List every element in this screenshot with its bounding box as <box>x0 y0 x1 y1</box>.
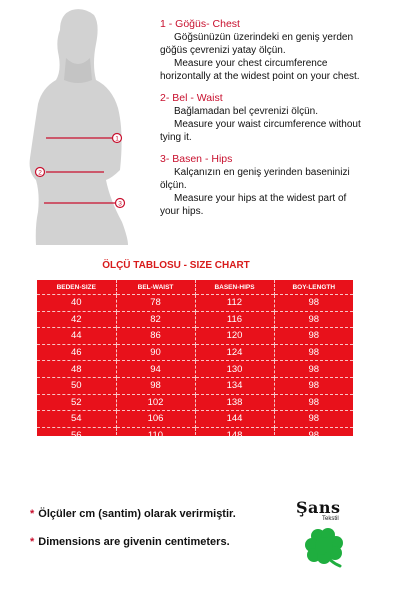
clover-icon <box>302 526 348 568</box>
cell-length: 98 <box>274 427 353 443</box>
note-units-en <box>30 536 236 548</box>
section-chest-line: Measure your chest circumference <box>174 58 328 69</box>
cell-size: 48 <box>37 361 116 378</box>
cell-size: 56 <box>37 427 116 443</box>
cell-length: 98 <box>274 377 353 394</box>
cell-hips: 134 <box>195 377 274 394</box>
cell-size: 44 <box>37 328 116 345</box>
note-bullet: * <box>30 536 35 548</box>
cell-length: 98 <box>274 328 353 345</box>
note-text: Ölçüler cm (santim) olarak verirmiştir. <box>38 508 236 520</box>
marker-waist-label: 2 <box>38 169 42 177</box>
table-row <box>37 361 353 378</box>
cell-waist: 78 <box>116 295 195 312</box>
cell-hips: 124 <box>195 344 274 361</box>
cell-waist: 98 <box>116 377 195 394</box>
cell-size: 54 <box>37 411 116 428</box>
section-chest <box>160 18 396 83</box>
table-row <box>37 411 353 428</box>
measurement-instructions <box>160 18 396 227</box>
cell-waist: 102 <box>116 394 195 411</box>
marker-hips <box>116 199 125 208</box>
table-row <box>37 295 353 312</box>
cell-hips: 116 <box>195 311 274 328</box>
table-row <box>37 427 353 443</box>
cell-waist: 90 <box>116 344 195 361</box>
cell-hips: 120 <box>195 328 274 345</box>
cell-length: 98 <box>274 361 353 378</box>
logo-subtitle: Tekstil <box>322 516 339 522</box>
section-chest-title: 1 - Göğüs- Chest <box>160 18 240 30</box>
cell-length: 98 <box>274 411 353 428</box>
section-waist-line: Measure your waist circumference without <box>174 119 361 130</box>
header-length: BOY-LENGTH <box>274 280 353 295</box>
section-hips-title: 3- Basen - Hips <box>160 153 233 165</box>
silhouette-shape <box>30 9 128 245</box>
size-chart-table <box>37 280 353 442</box>
header-size: BEDEN-SIZE <box>56 283 96 291</box>
table-row <box>37 394 353 411</box>
cell-hips: 112 <box>195 295 274 312</box>
cell-waist: 82 <box>116 311 195 328</box>
cell-size: 42 <box>37 311 116 328</box>
section-hips-line: your hips. <box>160 206 204 217</box>
cell-hips: 138 <box>195 394 274 411</box>
body-silhouette-figure <box>0 0 160 245</box>
cell-size: 46 <box>37 344 116 361</box>
cell-waist: 94 <box>116 361 195 378</box>
note-bullet: * <box>30 508 35 520</box>
marker-hips-label: 3 <box>118 200 122 208</box>
cell-length: 98 <box>274 394 353 411</box>
footnotes <box>30 508 236 564</box>
table-row <box>37 344 353 361</box>
size-table <box>37 280 353 443</box>
section-chest-line: horizontally at the widest point on your chest. <box>160 71 360 82</box>
marker-chest <box>113 134 122 143</box>
section-waist-line: tying it. <box>160 132 192 143</box>
cell-size: 52 <box>37 394 116 411</box>
table-row <box>37 328 353 345</box>
section-waist-line: Bağlamadan bel çevrenizi ölçün. <box>174 106 318 117</box>
cell-size: 40 <box>37 295 116 312</box>
note-text: Dimensions are givenin centimeters. <box>38 536 230 548</box>
section-hips-line: Measure your hips at the widest part of <box>174 193 347 204</box>
cell-hips: 144 <box>195 411 274 428</box>
header-waist: BEL-WAIST <box>116 280 195 295</box>
section-hips <box>160 153 396 218</box>
cell-length: 98 <box>274 295 353 312</box>
cell-waist: 106 <box>116 411 195 428</box>
table-row <box>37 377 353 394</box>
brand-logo <box>296 498 360 570</box>
section-chest-line: Göğsünüzün üzerindeki en geniş yerden <box>174 32 354 43</box>
cell-hips: 148 <box>195 427 274 443</box>
header-hips: BASEN-HIPS <box>195 280 274 295</box>
cell-waist: 110 <box>116 427 195 443</box>
marker-chest-label: 1 <box>115 135 119 143</box>
section-waist <box>160 92 396 144</box>
table-header-row <box>37 280 353 295</box>
table-body <box>37 295 353 444</box>
note-units-tr <box>30 508 236 520</box>
cell-length: 98 <box>274 344 353 361</box>
cell-length: 98 <box>274 311 353 328</box>
section-hips-line: Kalçanızın en geniş yerinden baseninizi <box>174 167 350 178</box>
logo-brand-text: Şans <box>296 498 341 517</box>
table-row <box>37 311 353 328</box>
section-waist-title: 2- Bel - Waist <box>160 92 223 104</box>
marker-waist <box>36 168 45 177</box>
cell-size: 50 <box>37 377 116 394</box>
section-chest-line: göğüs çevrenizi yatay ölçün. <box>160 45 286 56</box>
section-hips-line: ölçün. <box>160 180 187 191</box>
size-chart-title: ÖLÇÜ TABLOSU - SIZE CHART <box>102 260 250 271</box>
cell-waist: 86 <box>116 328 195 345</box>
cell-hips: 130 <box>195 361 274 378</box>
